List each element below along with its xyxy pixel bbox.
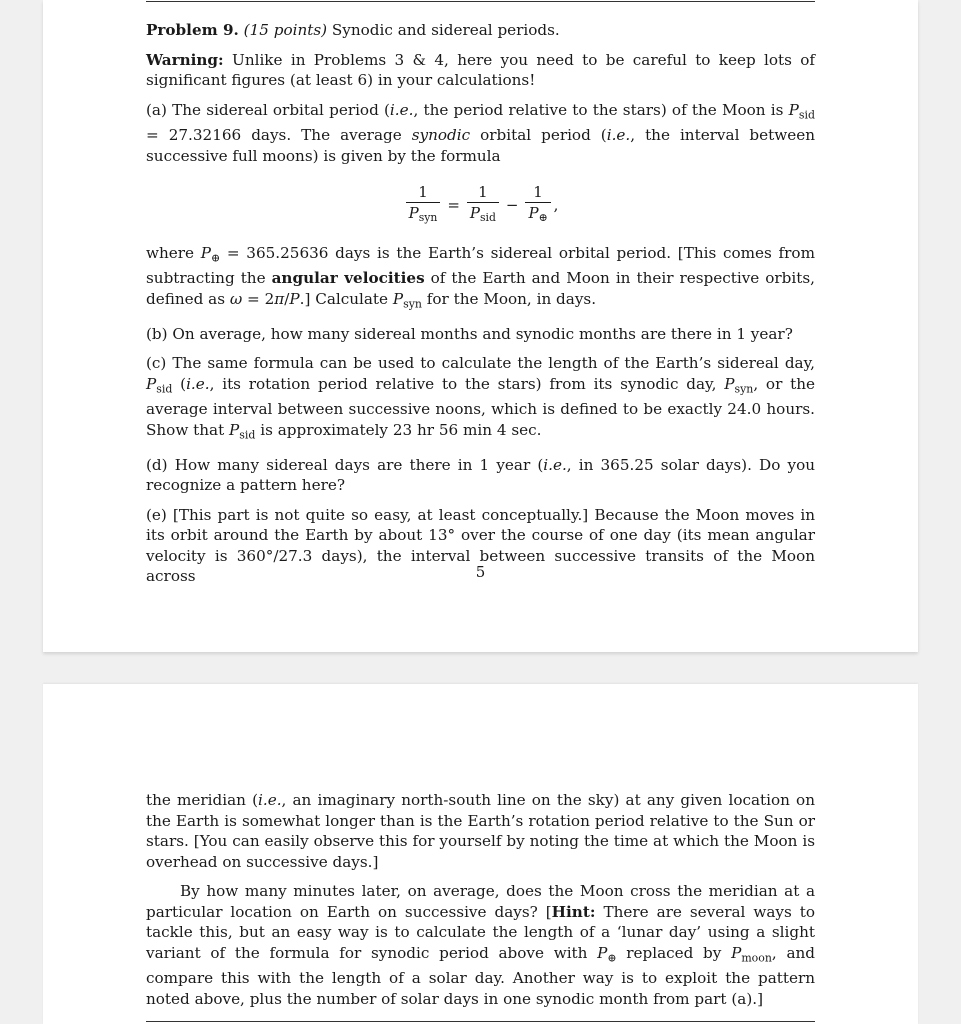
continuation-body [146, 790, 815, 1018]
text-run: P [731, 943, 742, 962]
numerator: 1 [418, 183, 428, 202]
top-rule [146, 1, 815, 2]
subscript: sid [239, 428, 256, 442]
text-run: for the Moon, in days. [421, 289, 597, 308]
warning-text: Unlike in Problems 3 & 4, here you need to be careful to keep lots of significant figures (at least 6) in your calculations! [146, 50, 816, 89]
text-run: the meridian ( [146, 791, 259, 809]
synodic-period-equation [146, 184, 815, 226]
text-run: , or the average interval between successive noons, which is defined to be exactly 24.0 hours. Show that [146, 374, 815, 439]
subscript: moon [741, 950, 772, 964]
text-run: synodic [411, 126, 471, 145]
text-run: orbital period ( [470, 126, 607, 145]
text-run: i.e. [606, 126, 631, 145]
text-run: P [724, 374, 735, 393]
earth-symbol: ⊕ [607, 950, 617, 964]
text-run: / [284, 289, 290, 308]
text-run: P [788, 100, 799, 119]
text-run: , and compare this with the length of a solar day. Another way is to exploit the pattern noted above, plus the number of solar days in one synodic month from part (a).] [146, 943, 815, 1008]
denominator [467, 202, 499, 226]
text-run: (c) The same formula can be used to calculate the length of the Earth’s sidereal day, [146, 354, 815, 373]
subscript: sid [798, 107, 815, 121]
document-page-bottom [43, 684, 918, 1024]
text-run: , the interval between successive full moons) is given by the formula [146, 126, 815, 165]
denominator [525, 202, 550, 226]
hint-label: Hint: [551, 902, 596, 921]
document-page-top [43, 0, 918, 652]
fraction-sid [467, 184, 499, 226]
text-run: i.e. [389, 100, 414, 119]
minus-sign: − [505, 196, 519, 215]
text-run: , its rotation period relative to the stars) from its synodic day, [209, 374, 725, 393]
text-run: There are several ways to tackle this, but an easy way is to calculate the length of a ‘lunar day’ using a slight variant of the formula for synodic period above with [146, 902, 815, 962]
text-run: i.e. [186, 374, 210, 393]
text-run: By how many minutes later, on average, does the Moon cross the meridian at a particular location on Earth on successive days? [ [146, 882, 815, 921]
text-run: , the period relative to the stars) of the Moon is [413, 100, 789, 119]
subscript: sid [156, 381, 173, 395]
text-run: i.e. [258, 791, 282, 809]
text-run: of the Earth and Moon in their respective orbits, defined as [146, 269, 815, 308]
problem-body [146, 20, 815, 596]
fraction-lhs [406, 184, 441, 226]
part-e-paragraph: (e) [This part is not quite so easy, at least conceptually.] Because the Moon moves in its orbit around the Earth by about 13° over the course of one day (its mean angular velocity is 360°/27.3 days), the interval between successive transits of the Moon across [146, 505, 815, 586]
text-run: , an imaginary north-south line on the sky) at any given location on the Earth is somewhat longer than is the Earth’s rotation period relative to the Sun or stars. [You can easily observe this for yourself by noting the time at which the Moon is overhead on successive days.] [146, 791, 815, 871]
earth-symbol: ⊕ [210, 250, 221, 264]
part-c-paragraph [146, 353, 815, 446]
warning-label: Warning: [146, 50, 224, 69]
problem-label: Problem 9. [146, 21, 239, 39]
text-run: = 27.32166 days. The average [146, 126, 412, 145]
part-d-paragraph [146, 455, 815, 496]
part-b-paragraph: (b) On average, how many sidereal months and synodic months are there in 1 year? [146, 324, 793, 343]
text-run: , in 365.25 solar days). Do you recognize a pattern here? [146, 455, 815, 495]
text-run: P [200, 243, 211, 262]
continuation-paragraph [146, 790, 815, 872]
bottom-rule [146, 1021, 815, 1022]
numerator: 1 [533, 183, 543, 202]
text-run: P [289, 289, 300, 308]
numerator: 1 [478, 183, 488, 202]
symbol-p: P [469, 204, 480, 223]
subscript: syn [403, 297, 422, 311]
text-run: i.e. [543, 455, 567, 474]
text-run: P [392, 289, 404, 308]
text-run: angular velocities [271, 269, 425, 288]
problem-points: (15 points) [243, 21, 328, 39]
part-a-continued [146, 243, 815, 315]
final-paragraph [146, 881, 815, 1009]
part-a-paragraph [146, 100, 815, 167]
text-run: where [146, 243, 201, 262]
text-run: P [146, 374, 157, 393]
subscript: syn [734, 381, 754, 395]
text-run: = 365.25636 days is the Earth’s sidereal orbital period. [This comes from subtracting the [146, 243, 815, 288]
text-run: P [229, 420, 240, 439]
problem-heading [146, 20, 815, 41]
subscript: syn [418, 211, 438, 225]
text-run: = 2 [242, 289, 275, 308]
subscript: sid [479, 211, 496, 225]
text-run: (a) The sidereal orbital period ( [146, 100, 390, 119]
earth-symbol: ⊕ [538, 211, 548, 225]
text-run: P [597, 943, 608, 962]
text-run: .] Calculate [299, 289, 393, 308]
text-run: ω [229, 289, 243, 308]
text-run: replaced by [616, 943, 732, 962]
warning-paragraph [146, 50, 815, 91]
problem-title: Synodic and sidereal periods. [331, 21, 560, 39]
text-run: π [274, 289, 285, 308]
symbol-p: P [408, 204, 419, 223]
equals-sign: = [447, 196, 460, 215]
denominator [406, 202, 441, 226]
page-number: 5 [475, 563, 486, 581]
text-run: (d) How many sidereal days are there in 1 year ( [146, 455, 544, 474]
fraction-earth [525, 184, 550, 226]
comma: , [553, 196, 559, 215]
text-run: ( [172, 374, 187, 393]
symbol-p: P [528, 204, 539, 223]
text-run: is approximately 23 hr 56 min 4 sec. [255, 420, 542, 439]
